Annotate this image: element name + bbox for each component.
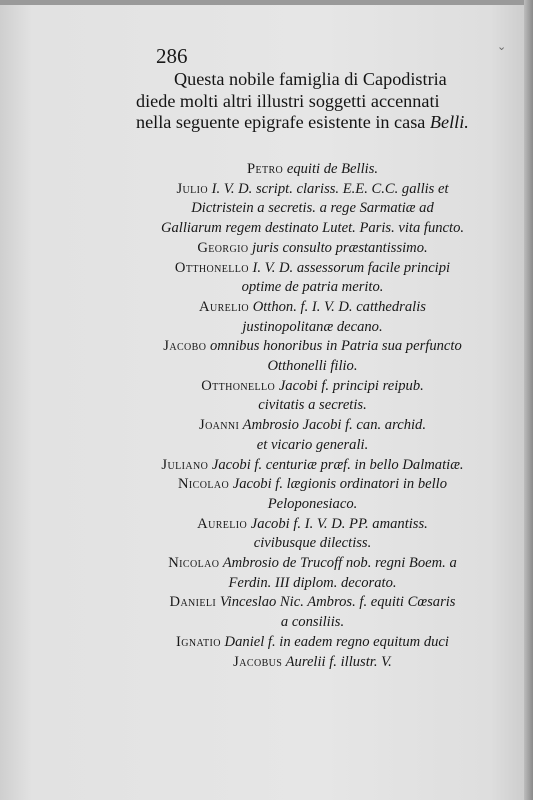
epigraph-line — [130, 180, 495, 200]
epigraph-text: Vinceslao Nic. Ambros. f. equiti Cœsaris — [216, 594, 456, 611]
epigraph-text: Ferdin. III diplom. decorato. — [228, 574, 397, 591]
epigraph-line — [130, 475, 495, 495]
page-number: 286 — [156, 44, 188, 68]
epigraph-name: Juliano — [161, 456, 209, 473]
epigraph-name: Julio — [176, 180, 208, 197]
epigraph-name: Ignatio — [176, 633, 221, 650]
epigraph-text: Otthonelli filio. — [267, 358, 358, 375]
page-top-edge — [0, 0, 533, 5]
epigraph-inscription — [130, 160, 495, 672]
epigraph-text: Ambrosio Jacobi f. can. archid. — [239, 417, 427, 434]
epigraph-text: I. V. D. assessorum facile principi — [248, 259, 451, 276]
epigraph-text: Jacobi f. I. V. D. PP. amantiss. — [247, 515, 428, 532]
epigraph-line — [130, 416, 495, 436]
epigraph-text: Aurelii f. illustr. V. — [282, 653, 392, 670]
epigraph-line — [130, 593, 495, 613]
epigraph-line — [130, 357, 495, 377]
epigraph-text: Jacobi f. centuriæ præf. in bello Dalmatiæ. — [208, 456, 464, 473]
epigraph-text: Peloponesiaco. — [267, 495, 358, 512]
epigraph-text: civitatis a secretis. — [258, 397, 367, 414]
epigraph-line — [130, 456, 495, 476]
epigraph-name: Nicolao — [177, 476, 230, 493]
epigraph-name: Jacobus — [233, 653, 283, 670]
epigraph-line — [130, 377, 495, 397]
intro-line: diede molti altri illustri soggetti accennati — [136, 90, 440, 111]
epigraph-line — [130, 318, 495, 338]
epigraph-text: equiti de Bellis. — [283, 161, 379, 177]
margin-mark: ⌄ — [497, 40, 507, 53]
epigraph-text: Dictristein a secretis. a rege Sarmatiæ ad — [191, 200, 434, 217]
epigraph-line — [130, 495, 495, 515]
epigraph-line — [130, 554, 495, 574]
epigraph-name: Aurelio — [199, 298, 250, 315]
epigraph-name: Petro — [246, 161, 284, 177]
epigraph-line — [130, 259, 495, 279]
epigraph-line — [130, 298, 495, 318]
epigraph-text: justinopolitanæ decano. — [242, 318, 383, 335]
epigraph-line — [130, 574, 495, 594]
epigraph-name: Joanni — [198, 417, 240, 434]
epigraph-text: juris consulto præstantissimo. — [248, 239, 428, 256]
epigraph-line — [130, 436, 495, 456]
epigraph-name: Georgio — [197, 239, 249, 256]
epigraph-name: Aurelio — [197, 515, 248, 532]
intro-line — [136, 112, 491, 134]
epigraph-name: Otthonello — [174, 259, 249, 276]
epigraph-line — [130, 160, 495, 180]
epigraph-text: et vicario generali. — [256, 436, 369, 453]
intro-line: Questa nobile famiglia di Capodistria — [174, 69, 447, 89]
epigraph-text: Galliarum regem destinato Lutet. Paris. vita functo. — [160, 220, 465, 237]
epigraph-name: Danieli — [169, 594, 217, 611]
intro-name-belli: Belli. — [429, 112, 469, 132]
epigraph-line — [130, 337, 495, 357]
epigraph-line — [130, 396, 495, 416]
epigraph-text: Daniel f. in eadem regno equitum duci — [220, 633, 449, 650]
epigraph-name: Jacobo — [163, 338, 207, 355]
epigraph-text: Ambrosio de Trucoff nob. regni Boem. a — [219, 555, 457, 572]
epigraph-name: Otthonello — [201, 377, 276, 394]
epigraph-line — [130, 199, 495, 219]
epigraph-line — [130, 515, 495, 535]
epigraph-line — [130, 278, 495, 298]
page-right-edge — [524, 0, 533, 800]
epigraph-text: a consiliis. — [280, 614, 345, 631]
epigraph-text: Otthon. f. I. V. D. catthedralis — [249, 298, 426, 315]
epigraph-name: Nicolao — [168, 555, 220, 572]
intro-paragraph — [136, 69, 491, 134]
epigraph-line — [130, 239, 495, 259]
epigraph-line — [130, 219, 495, 239]
epigraph-text: civibusque dilectiss. — [253, 535, 372, 552]
epigraph-line — [130, 653, 495, 673]
epigraph-text: I. V. D. script. clariss. E.E. C.C. gallis et — [208, 180, 449, 197]
epigraph-line — [130, 633, 495, 653]
epigraph-text: Jacobi f. principi reipub. — [275, 377, 424, 394]
intro-text: nella seguente epigrafe esistente in casa — [136, 112, 430, 132]
epigraph-text: Jacobi f. lægionis ordinatori in bello — [229, 476, 448, 493]
epigraph-text: omnibus honoribus in Patria sua perfuncto — [206, 338, 462, 355]
epigraph-line — [130, 534, 495, 554]
epigraph-text: optime de patria merito. — [241, 279, 384, 296]
epigraph-line — [130, 613, 495, 633]
